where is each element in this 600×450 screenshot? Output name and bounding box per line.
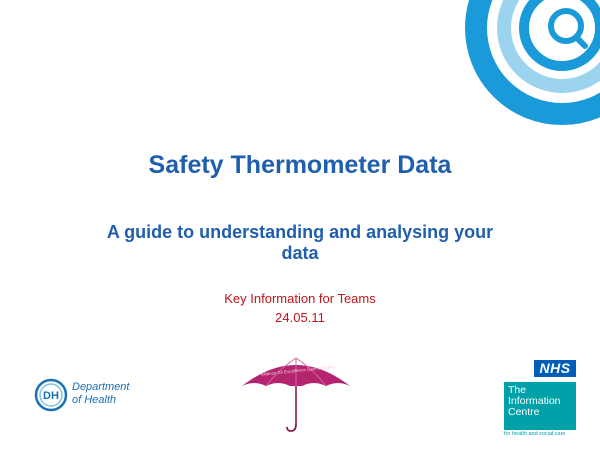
magnifier-handle xyxy=(576,37,585,46)
umbrella-text: Alliance for Excellence Care in Action xyxy=(260,364,336,377)
middle-ring xyxy=(504,0,600,86)
umbrella-icon xyxy=(238,350,354,434)
key-information-label: Key Information for Teams xyxy=(224,291,376,306)
information-centre-box xyxy=(504,382,576,430)
info-centre-ring-logo-icon xyxy=(0,0,600,140)
ic-line-3: Centre xyxy=(508,406,540,418)
slide-title: Safety Thermometer Data xyxy=(148,151,452,179)
umbrella-handle xyxy=(287,424,296,431)
nhs-logo: NHS xyxy=(534,360,576,377)
department-of-health-logo xyxy=(34,378,144,412)
dh-logo-icon xyxy=(34,378,68,412)
magnifier-lens xyxy=(551,11,581,41)
outer-ring xyxy=(476,0,600,114)
slide-date: 24.05.11 xyxy=(275,310,325,325)
ic-tagline: for health and social care xyxy=(504,431,566,437)
dh-line-2: of Health xyxy=(72,394,117,406)
ic-line-1: The xyxy=(508,384,527,396)
ic-line-2: Information xyxy=(508,395,561,407)
nhs-information-centre-logo xyxy=(498,360,582,440)
inner-ring xyxy=(524,0,600,66)
slide-subtitle: A guide to understanding and analysing your data xyxy=(106,222,494,263)
dh-badge-text: DH xyxy=(43,390,59,402)
dh-logo-text xyxy=(72,381,129,407)
dh-line-1: Department xyxy=(72,381,130,393)
